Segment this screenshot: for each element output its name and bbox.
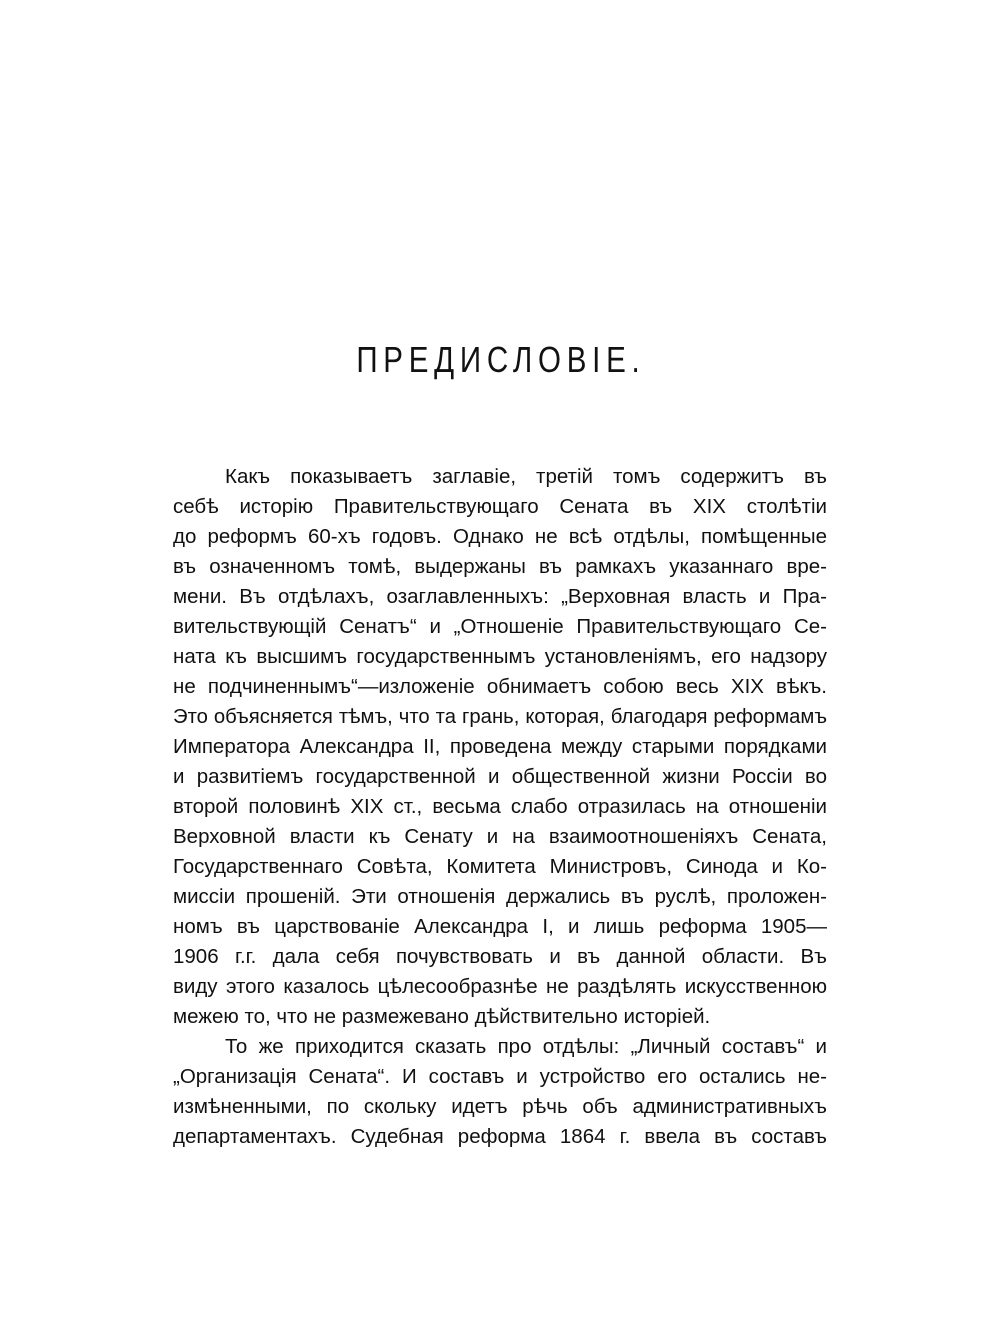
text-line: въ означенномъ томѣ, выдержаны въ рамкахъ указаннаго вре- [173,555,827,578]
text-line: Императора Александра II, проведена между старыми порядками [173,735,827,758]
text-line: Государственнаго Совѣта, Комитета Министровъ, Синода и Ко- [173,855,827,878]
text-line: не подчиненнымъ“—изложеніе обнимаетъ собою весь XIX вѣкъ. [173,675,827,698]
text-line: миссіи прошеній. Эти отношенія держались въ руслѣ, проложен- [173,885,827,908]
text-line: мени. Въ отдѣлахъ, озаглавленныхъ: „Верховная власть и Пра- [173,585,827,608]
text-line: „Организація Сената“. И составъ и устройство его остались не- [173,1065,827,1088]
text-line: ната къ высшимъ государственнымъ установленіямъ, его надзору [173,645,827,668]
text-line: Какъ показываетъ заглавіе, третій томъ содержитъ въ [225,465,827,488]
text-line: второй половинѣ XIX ст., весьма слабо отразилась на отношеніи [173,795,827,818]
text-line: и развитіемъ государственной и общественной жизни Россіи во [173,765,827,788]
text-line: измѣненными, по скольку идетъ рѣчь объ административныхъ [173,1095,827,1118]
text-line: Верховной власти къ Сенату и на взаимоотношеніяхъ Сената, [173,825,827,848]
text-line: То же приходится сказать про отдѣлы: „Личный составъ“ и [225,1035,827,1058]
paragraph-1 [173,462,827,1032]
text-line: департаментахъ. Судебная реформа 1864 г. ввела въ составъ [173,1125,827,1148]
preface-body [173,462,827,1152]
text-line: себѣ исторію Правительствующаго Сената въ XIX столѣтіи [173,495,827,518]
text-line: Это объясняется тѣмъ, что та грань, которая, благодаря реформамъ [173,706,827,728]
page-title: ПРЕДИСЛОВІЕ. [356,339,646,380]
text-line: виду этого казалось цѣлесообразнѣе не раздѣлять искусственною [173,975,827,998]
text-line: номъ въ царствованіе Александра I, и лишь реформа 1905— [173,915,827,938]
paragraph-2 [173,1032,827,1152]
text-line: межею то, что не размежевано дѣйствительно исторіей. [173,1005,711,1028]
text-line: 1906 г.г. дала себя почувствовать и въ данной области. Въ [173,945,827,968]
text-line: вительствующій Сенатъ“ и „Отношеніе Правительствующаго Се- [173,615,827,638]
text-line: до реформъ 60-хъ годовъ. Однако не всѣ отдѣлы, помѣщенные [173,525,827,548]
